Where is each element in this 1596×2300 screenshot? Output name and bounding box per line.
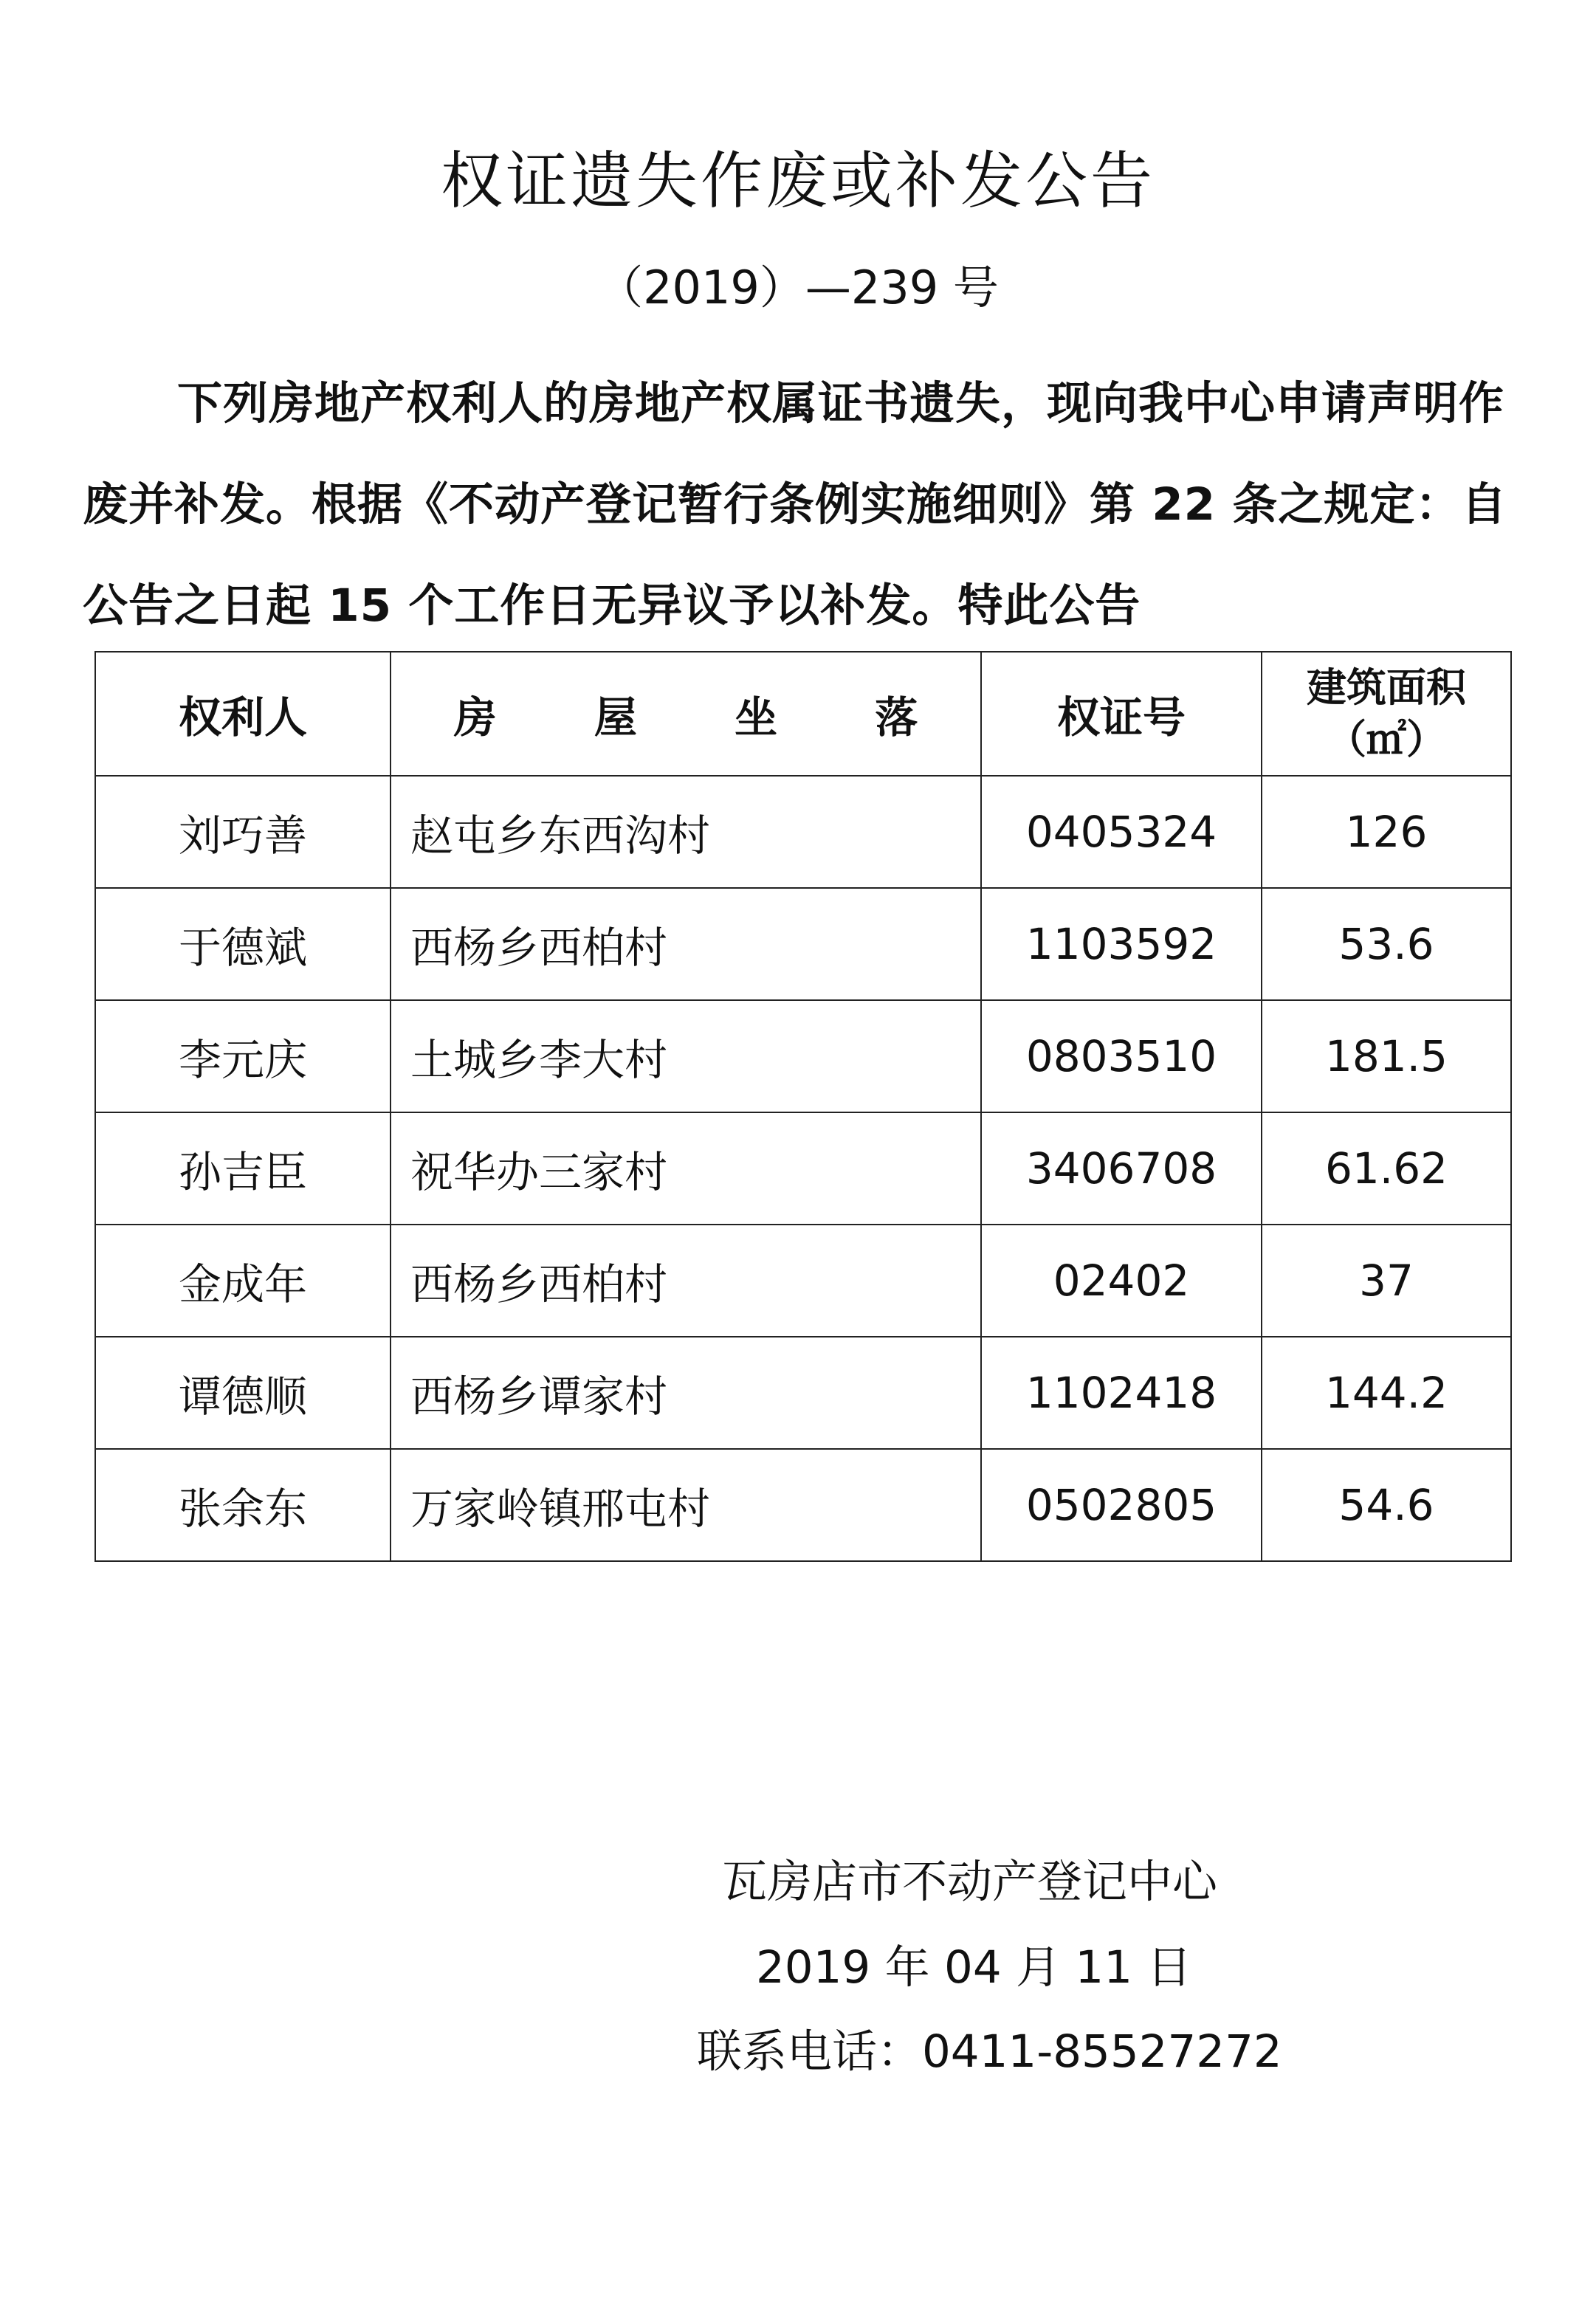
cell-cert-number: 3406708 [981, 1112, 1262, 1225]
cell-area: 37 [1262, 1225, 1511, 1337]
cell-owner: 刘巧善 [95, 776, 391, 888]
cell-owner: 张余东 [95, 1449, 391, 1561]
table-row [95, 1449, 1511, 1561]
cell-location: 祝华办三家村 [391, 1112, 981, 1225]
header-area-label: 建筑面积 [1307, 664, 1466, 711]
cell-owner: 谭德顺 [95, 1337, 391, 1449]
lost-certificate-table [94, 651, 1512, 1562]
cell-area: 144.2 [1262, 1337, 1511, 1449]
cell-cert-number: 0803510 [981, 1000, 1262, 1112]
cell-location: 西杨乡西柏村 [391, 888, 981, 1000]
cell-area: 126 [1262, 776, 1511, 888]
header-owner: 权利人 [95, 652, 391, 776]
cell-location: 赵屯乡东西沟村 [391, 776, 981, 888]
cell-owner: 金成年 [95, 1225, 391, 1337]
cell-location: 土城乡李大村 [391, 1000, 981, 1112]
table-row [95, 1225, 1511, 1337]
cell-area: 53.6 [1262, 888, 1511, 1000]
notice-title: 权证遗失作废或补发公告 [440, 145, 1155, 217]
issue-date: 2019 年 04 月 11 日 [756, 1941, 1192, 1994]
header-cert-number: 权证号 [981, 652, 1262, 776]
header-area [1262, 652, 1511, 776]
table-header-row [95, 652, 1511, 776]
header-area-unit: （㎡） [1327, 716, 1446, 762]
table-row [95, 1000, 1511, 1112]
cell-owner: 孙吉臣 [95, 1112, 391, 1225]
table-row [95, 1337, 1511, 1449]
notice-number: （2019）—239 号 [597, 261, 999, 314]
table-row [95, 776, 1511, 888]
cell-owner: 于德斌 [95, 888, 391, 1000]
cell-area: 61.62 [1262, 1112, 1511, 1225]
contact-phone: 联系电话：0411-85527272 [697, 2025, 1282, 2078]
cell-owner: 李元庆 [95, 1000, 391, 1112]
header-location-label: 房 屋 坐 落 [453, 692, 960, 743]
cell-location: 西杨乡谭家村 [391, 1337, 981, 1449]
cell-location: 西杨乡西柏村 [391, 1225, 981, 1337]
cell-area: 54.6 [1262, 1449, 1511, 1561]
issuing-organization: 瓦房店市不动产登记中心 [722, 1856, 1218, 1908]
cell-cert-number: 0405324 [981, 776, 1262, 888]
cell-cert-number: 1102418 [981, 1337, 1262, 1449]
cell-cert-number: 0502805 [981, 1449, 1262, 1561]
notice-body: 下列房地产权利人的房地产权属证书遗失，现向我中心申请声明作废并补发。根据《不动产登记暂行条例实施细则》第 22 条之规定：自公告之日起 15 个工作日无异议予以补发。特此公告 [83, 377, 1507, 632]
cell-area: 181.5 [1262, 1000, 1511, 1112]
cell-location: 万家岭镇邢屯村 [391, 1449, 981, 1561]
table-row [95, 888, 1511, 1000]
cell-cert-number: 1103592 [981, 888, 1262, 1000]
header-location [391, 652, 981, 776]
cell-cert-number: 02402 [981, 1225, 1262, 1337]
table-row [95, 1112, 1511, 1225]
